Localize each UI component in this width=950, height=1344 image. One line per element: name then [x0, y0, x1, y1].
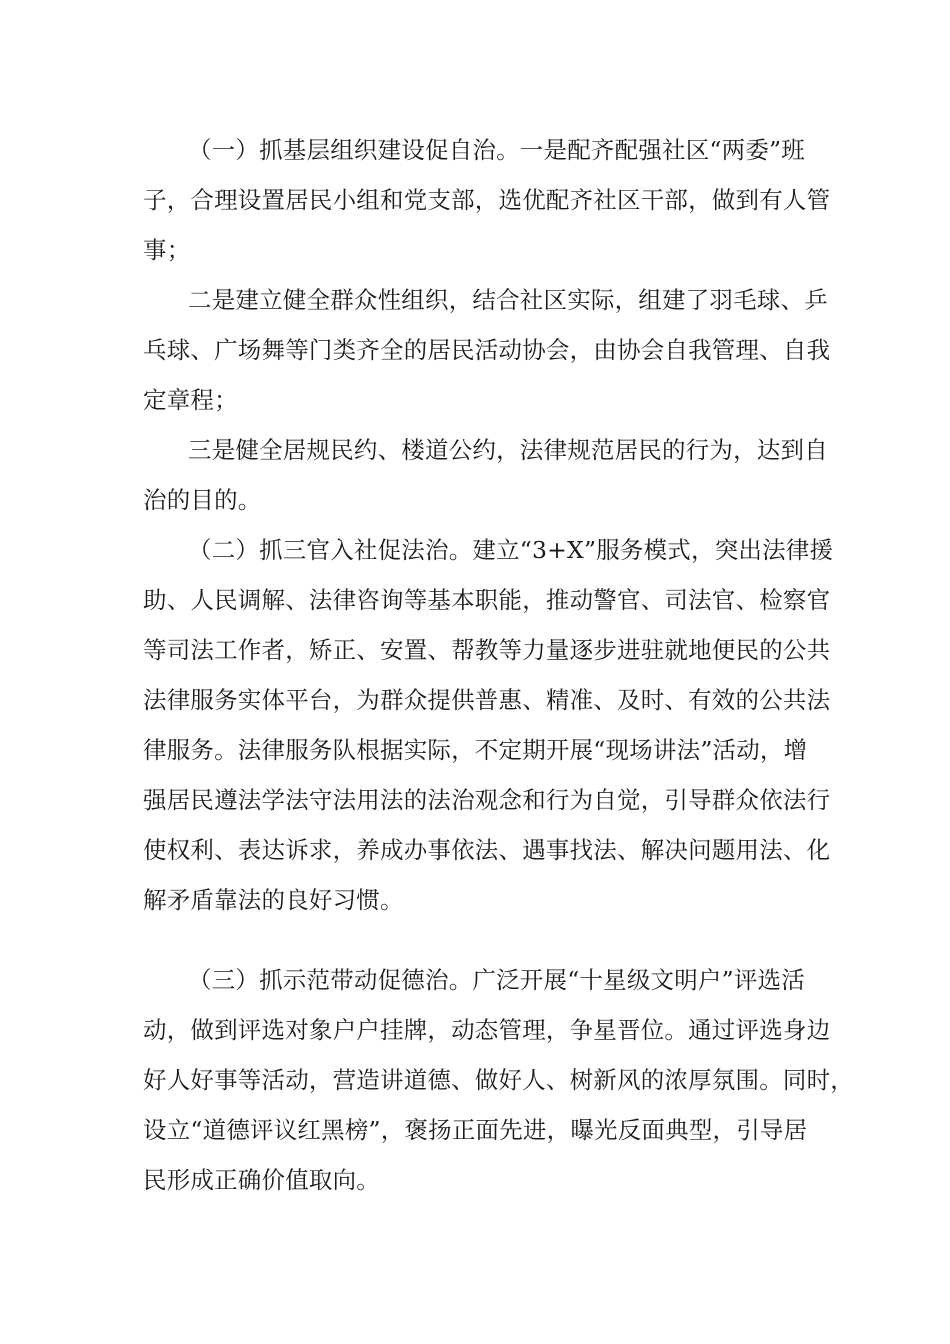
paragraph-2-line-3: 定章程；	[143, 386, 238, 414]
paragraph-4-line-4: 法律服务实体平台，为群众提供普惠、精准、及时、有效的公共法	[143, 686, 831, 714]
paragraph-4-line-7: 使权利、表达诉求，养成办事依法、遇事找法、解决问题用法、化	[143, 836, 831, 864]
paragraph-4-line-2: 助、人民调解、法律咨询等基本职能，推动警官、司法官、检察官	[143, 586, 831, 614]
paragraph-4-line-8: 解矛盾靠法的良好习惯。	[143, 886, 404, 914]
paragraph-2-line-2: 乓球、广场舞等门类齐全的居民活动协会，由协会自我管理、自我	[143, 336, 831, 364]
paragraph-5-line-1: （三）抓示范带动促德治。广泛开展“十星级文明户”评选活	[188, 966, 805, 994]
paragraph-4-line-6: 强居民遵法学法守法用法的法治观念和行为自觉，引导群众依法行	[143, 786, 831, 814]
paragraph-1-line-1: （一）抓基层组织建设促自治。一是配齐配强社区“两委”班	[188, 136, 805, 164]
paragraph-5-line-4: 设立“道德评议红黑榜”，褒扬正面先进，曝光反面典型，引导居	[143, 1116, 808, 1144]
paragraph-3-line-1: 三是健全居规民约、楼道公约，法律规范居民的行为，达到自	[188, 436, 828, 464]
paragraph-2-line-1: 二是建立健全群众性组织，结合社区实际，组建了羽毛球、乒	[188, 286, 828, 314]
paragraph-4-line-1: （二）抓三官入社促法治。建立“3+X”服务模式，突出法律援	[188, 536, 834, 564]
paragraph-5-line-5: 民形成正确价值取向。	[143, 1166, 380, 1194]
paragraph-1-line-2: 子，合理设置居民小组和党支部，选优配齐社区干部，做到有人管	[143, 186, 831, 214]
paragraph-3-line-2: 治的目的。	[143, 486, 262, 514]
paragraph-5-line-2: 动，做到评选对象户户挂牌，动态管理，争星晋位。通过评选身边	[143, 1016, 831, 1044]
paragraph-4-line-3: 等司法工作者，矫正、安置、帮教等力量逐步进驻就地便民的公共	[143, 636, 831, 664]
paragraph-4-line-5: 律服务。法律服务队根据实际，不定期开展“现场讲法”活动，增	[143, 736, 808, 764]
paragraph-1-line-3: 事；	[143, 236, 191, 264]
paragraph-5-line-3: 好人好事等活动，营造讲道德、做好人、树新风的浓厚氛围。同时，	[143, 1066, 854, 1094]
